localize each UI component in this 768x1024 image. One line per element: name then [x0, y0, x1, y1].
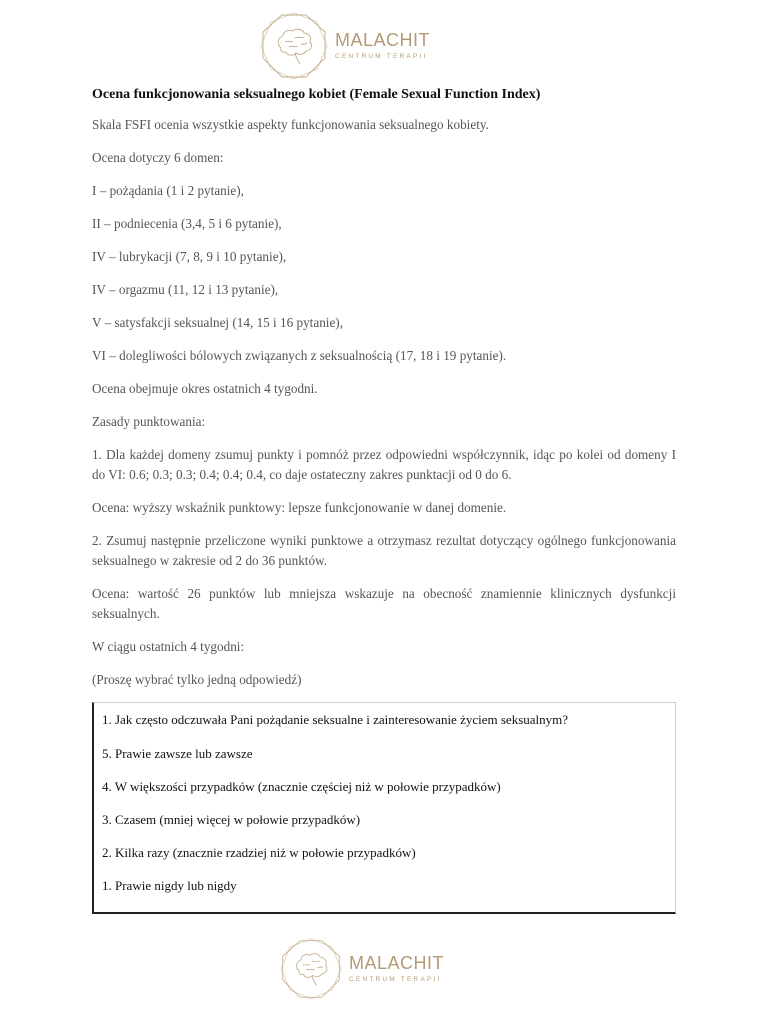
domain-item: II – podniecenia (3,4, 5 i 6 pytanie), [92, 216, 282, 231]
domain-item: VI – dolegliwości bólowych związanych z seksualnością (17, 18 i 19 pytanie). [92, 348, 507, 363]
paragraph-intro: Skala FSFI ocenia wszystkie aspekty funkcjonowania seksualnego kobiety. [92, 117, 489, 132]
answer-option[interactable]: 1. Prawie nigdy lub nigdy [102, 878, 237, 893]
brain-octagon-logo-icon [259, 12, 329, 80]
brand-subtitle: CENTRUM TERAPII [349, 976, 442, 984]
document-body [92, 86, 676, 703]
paragraph-scoring-note-1: Ocena: wyższy wskaźnik punktowy: lepsze funkcjonowanie w danej domenie. [92, 500, 507, 515]
paragraph-domains-heading: Ocena dotyczy 6 domen: [92, 150, 224, 165]
answer-option[interactable]: 5. Prawie zawsze lub zawsze [102, 746, 253, 761]
answer-option[interactable]: 3. Czasem (mniej więcej w połowie przypadków) [102, 812, 361, 827]
brand-name: MALACHIT [335, 30, 431, 51]
brain-octagon-logo-icon [279, 938, 343, 1000]
question-box [92, 702, 676, 914]
paragraph-scoring-step-1: 1. Dla każdej domeny zsumuj punkty i pomnóż przez odpowiedni współczynnik, idąc po kolei od domeny I do VI: 0.6; 0.3; 0.3; 0.4; 0.4; 0.4, co daje ostateczny zakres punktacji od 0 do 6. [92, 447, 676, 482]
paragraph-instruction: (Proszę wybrać tylko jedną odpowiedź) [92, 672, 302, 687]
brand-name: MALACHIT [349, 953, 445, 974]
domain-item: V – satysfakcji seksualnej (14, 15 i 16 pytanie), [92, 315, 344, 330]
answer-option[interactable]: 4. W większości przypadków (znacznie częściej niż w połowie przypadków) [102, 779, 501, 794]
domain-item: IV – lubrykacji (7, 8, 9 i 10 pytanie), [92, 249, 287, 264]
paragraph-timeframe: W ciągu ostatnich 4 tygodni: [92, 639, 245, 654]
brand-subtitle: CENTRUM TERAPII [335, 53, 428, 61]
document-title: Ocena funkcjonowania seksualnego kobiet (Female Sexual Function Index) [92, 87, 541, 102]
footer-logo [279, 938, 444, 1000]
answer-option[interactable]: 2. Kilka razy (znacznie rzadziej niż w połowie przypadków) [102, 845, 416, 860]
header-logo [259, 12, 430, 80]
question-text: 1. Jak często odczuwała Pani pożądanie seksualne i zainteresowanie życiem seksualnym? [102, 712, 569, 727]
paragraph-scoring-note-2: Ocena: wartość 26 punktów lub mniejsza wskazuje na obecność znamiennie klinicznych dysfunkcji seksualnych. [92, 586, 676, 621]
domain-item: IV – orgazmu (11, 12 i 13 pytanie), [92, 282, 279, 297]
paragraph-scoring-step-2: 2. Zsumuj następnie przeliczone wyniki punktowe a otrzymasz rezultat dotyczący ogólnego funkcjonowania seksualnego w zakresie od 2 do 36 punktów. [92, 533, 676, 568]
paragraph-scoring-heading: Zasady punktowania: [92, 414, 206, 429]
paragraph-period: Ocena obejmuje okres ostatnich 4 tygodni. [92, 381, 318, 396]
domain-item: I – pożądania (1 i 2 pytanie), [92, 183, 244, 198]
